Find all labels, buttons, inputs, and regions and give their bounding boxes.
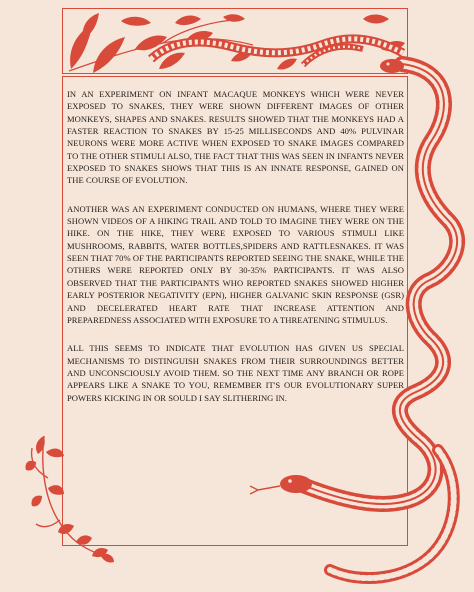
article-paragraph-2: ANOTHER WAS AN EXPERIMENT CONDUCTED ON HUMANS, WHERE THEY WERE SHOWN VIDEOS OF A HIKING TRAIL AND TOLD TO IMAGINE THEY WERE ON THE HIKE. ON THE HIKE, THEY WERE EXPOSED TO VARIOUS STIMULI LIKE MUSHROOMS, RABBITS, WATER BOTTLES,SPIDERS AND RATTLESNAKES. IT WAS SEEN THAT 70% OF THE PARTICIPANTS REPORTED SEEING THE SNAKE, WHILE THE OTHERS WERE REPORTED ONLY BY 30-35% PARTICIPANTS. IT WAS ALSO OBSERVED THAT THE PARTICIPANTS WHO REPORTED SNAKES SHOWED HIGHER EARLY POSTERIOR NEGATIVITY (EPN), HIGHER GALVANIC SKIN RESPONSE (GSR) AND DECELERATED HEART RATE THAT INCREASE ATTENTION AND PREPAREDNESS ASSOCIATED WITH EXPOSURE TO A THREATENING STIMULUS.: [67, 203, 404, 325]
article-body: [67, 88, 404, 420]
article-paragraph-3: ALL THIS SEEMS TO INDICATE THAT EVOLUTION HAS GIVEN US SPECIAL MECHANISMS TO DISTINGUISH SNAKES FROM THEIR SURROUNDINGS BETTER AND UNCONSCIOUSLY AVOID THEM. SO THE NEXT TIME ANY BRANCH OR ROPE APPEARS LIKE A SNAKE TO YOU, REMEMBER IT'S OUR EVOLUTIONARY SUPER POWERS KICKING IN OR SOULD I SAY SLITHERING IN.: [67, 343, 404, 403]
article-paragraph-1: IN AN EXPERIMENT ON INFANT MACAQUE MONKEYS WHICH WERE NEVER EXPOSED TO SNAKES, THEY WERE SHOWN DIFFERENT IMAGES OF OTHER MONKEYS, SHAPES AND SNAKES. RESULTS SHOWED THAT THE MONKEYS HAD A FASTER REACTION TO SNAKES BY 15-25 MILLISECONDS AND 40% PULVINAR NEURONS WERE MORE ACTIVE WHEN EXPOSED TO SNAKE IMAGES COMPARED TO THE OTHER STIMULI ALSO, THE FACT THAT THIS WAS SEEN IN INFANTS NEVER EXPOSED TO SNAKES SHOWS THAT THIS IS AN INNATE RESPONSE, GAINED ON THE COURSE OF EVOLUTION.: [67, 89, 404, 186]
